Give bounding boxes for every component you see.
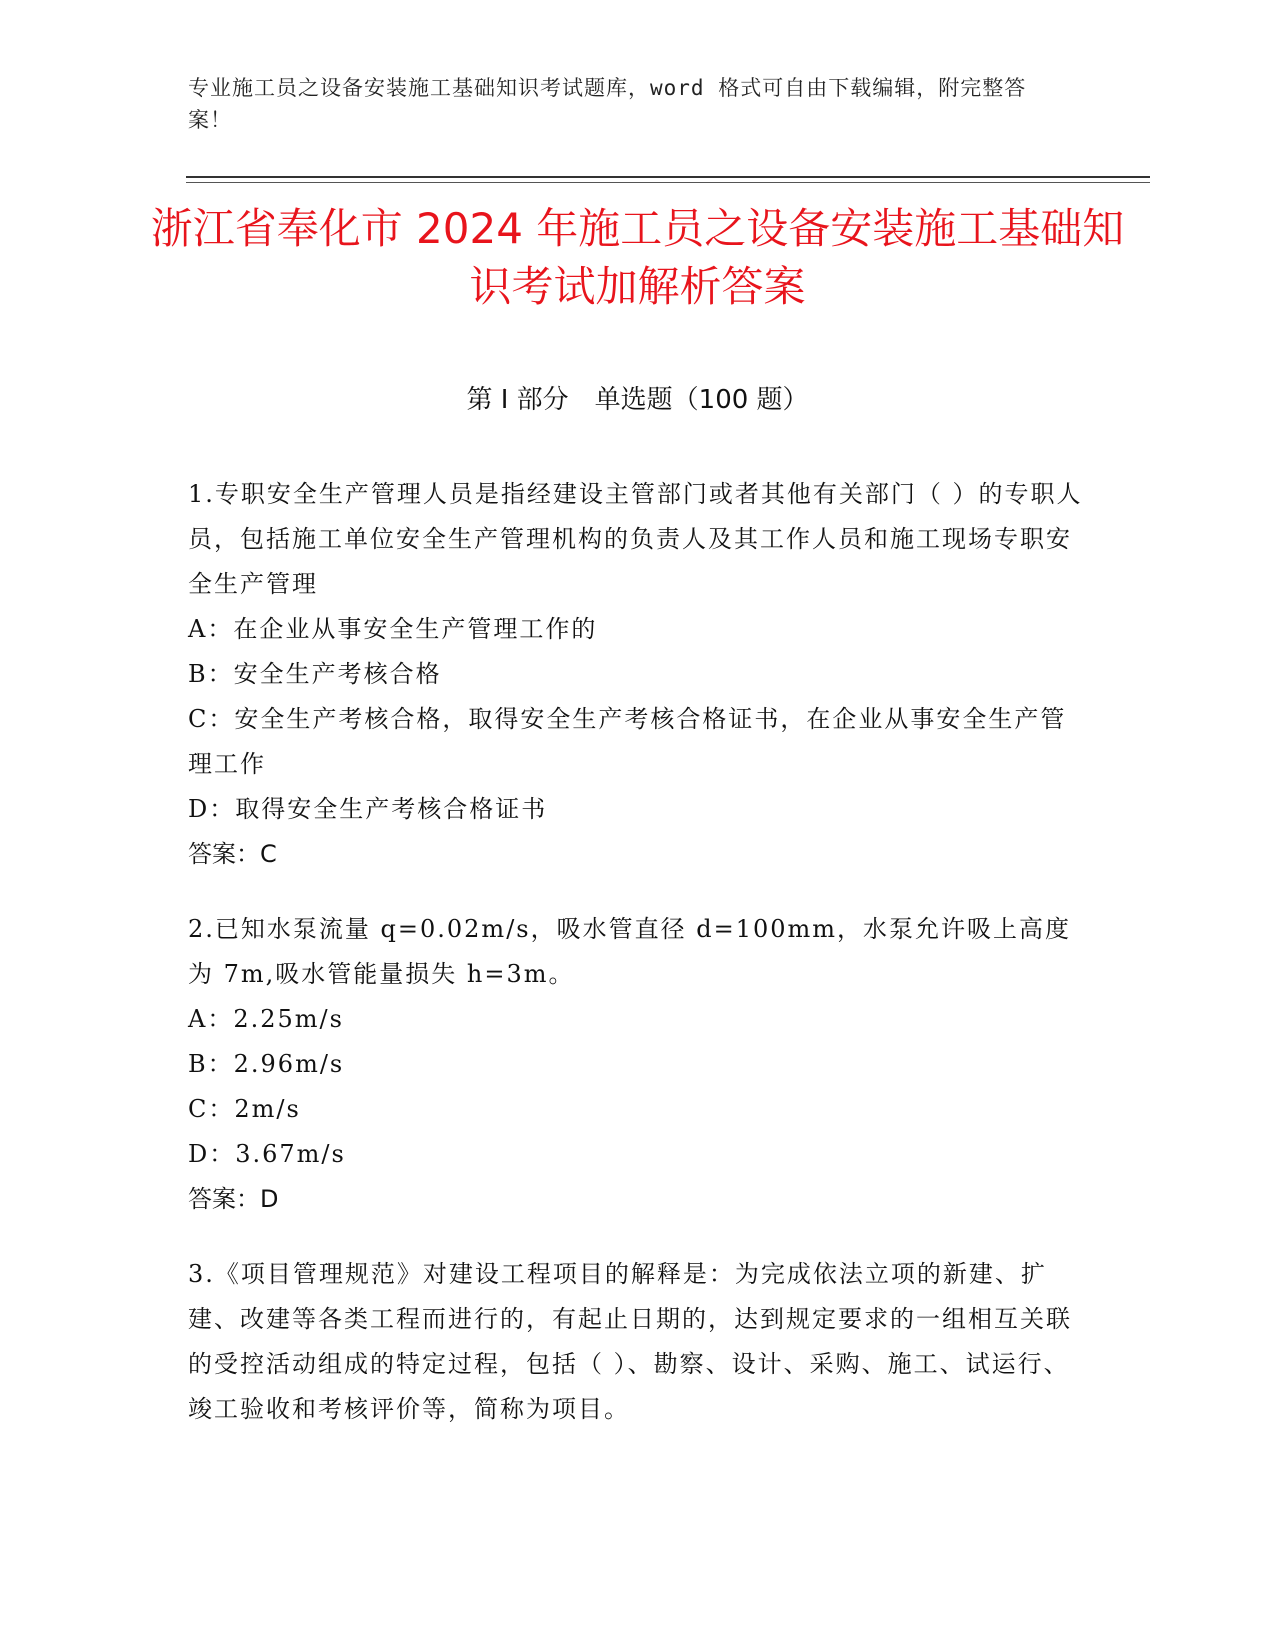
option-c: C：安全生产考核合格，取得安全生产考核合格证书，在企业从事安全生产管理工作 [188, 705, 1067, 778]
option-a: A：在企业从事安全生产管理工作的 [188, 615, 598, 643]
question-stem: 3.《项目管理规范》对建设工程项目的解释是：为完成依法立项的新建、扩建、改建等各类工程而进行的，有起止日期的，达到规定要求的一组相互关联的受控活动组成的特定过程，包括（ ）、勘察、设计、采购、施工、试运行、竣工验收和考核评价等，简称为项目。 [188, 1260, 1072, 1423]
option-a: A：2.25m/s [188, 1005, 344, 1033]
question-stem: 1.专职安全生产管理人员是指经建设主管部门或者其他有关部门（ ）的专职人员，包括施工单位安全生产管理机构的负责人及其工作人员和施工现场专职安全生产管理 [188, 480, 1083, 598]
header-divider-thick [186, 176, 1150, 178]
header-note: 专业施工员之设备安装施工基础知识考试题库，word 格式可自由下载编辑，附完整答案！ [188, 76, 1027, 132]
question-3 [188, 1252, 1088, 1432]
option-d: D：取得安全生产考核合格证书 [188, 795, 548, 823]
option-b: B：安全生产考核合格 [188, 660, 442, 688]
question-stem: 2.已知水泵流量 q=0.02m/s，吸水管直径 d=100mm，水泵允许吸上高度为 7m,吸水管能量损失 h=3m。 [188, 915, 1072, 988]
option-c: C：2m/s [188, 1095, 301, 1123]
question-list [188, 472, 1088, 1462]
answer: 答案：C [188, 840, 277, 868]
question-1 [188, 472, 1088, 877]
option-d: D：3.67m/s [188, 1140, 346, 1168]
option-b: B：2.96m/s [188, 1050, 345, 1078]
header-divider-thin [186, 182, 1150, 183]
answer: 答案：D [188, 1185, 279, 1213]
question-2 [188, 907, 1088, 1222]
section-title: 第 I 部分 单选题（100 题） [466, 385, 809, 415]
document-title: 浙江省奉化市 2024 年施工员之设备安装施工基础知识考试加解析答案 [150, 204, 1125, 311]
